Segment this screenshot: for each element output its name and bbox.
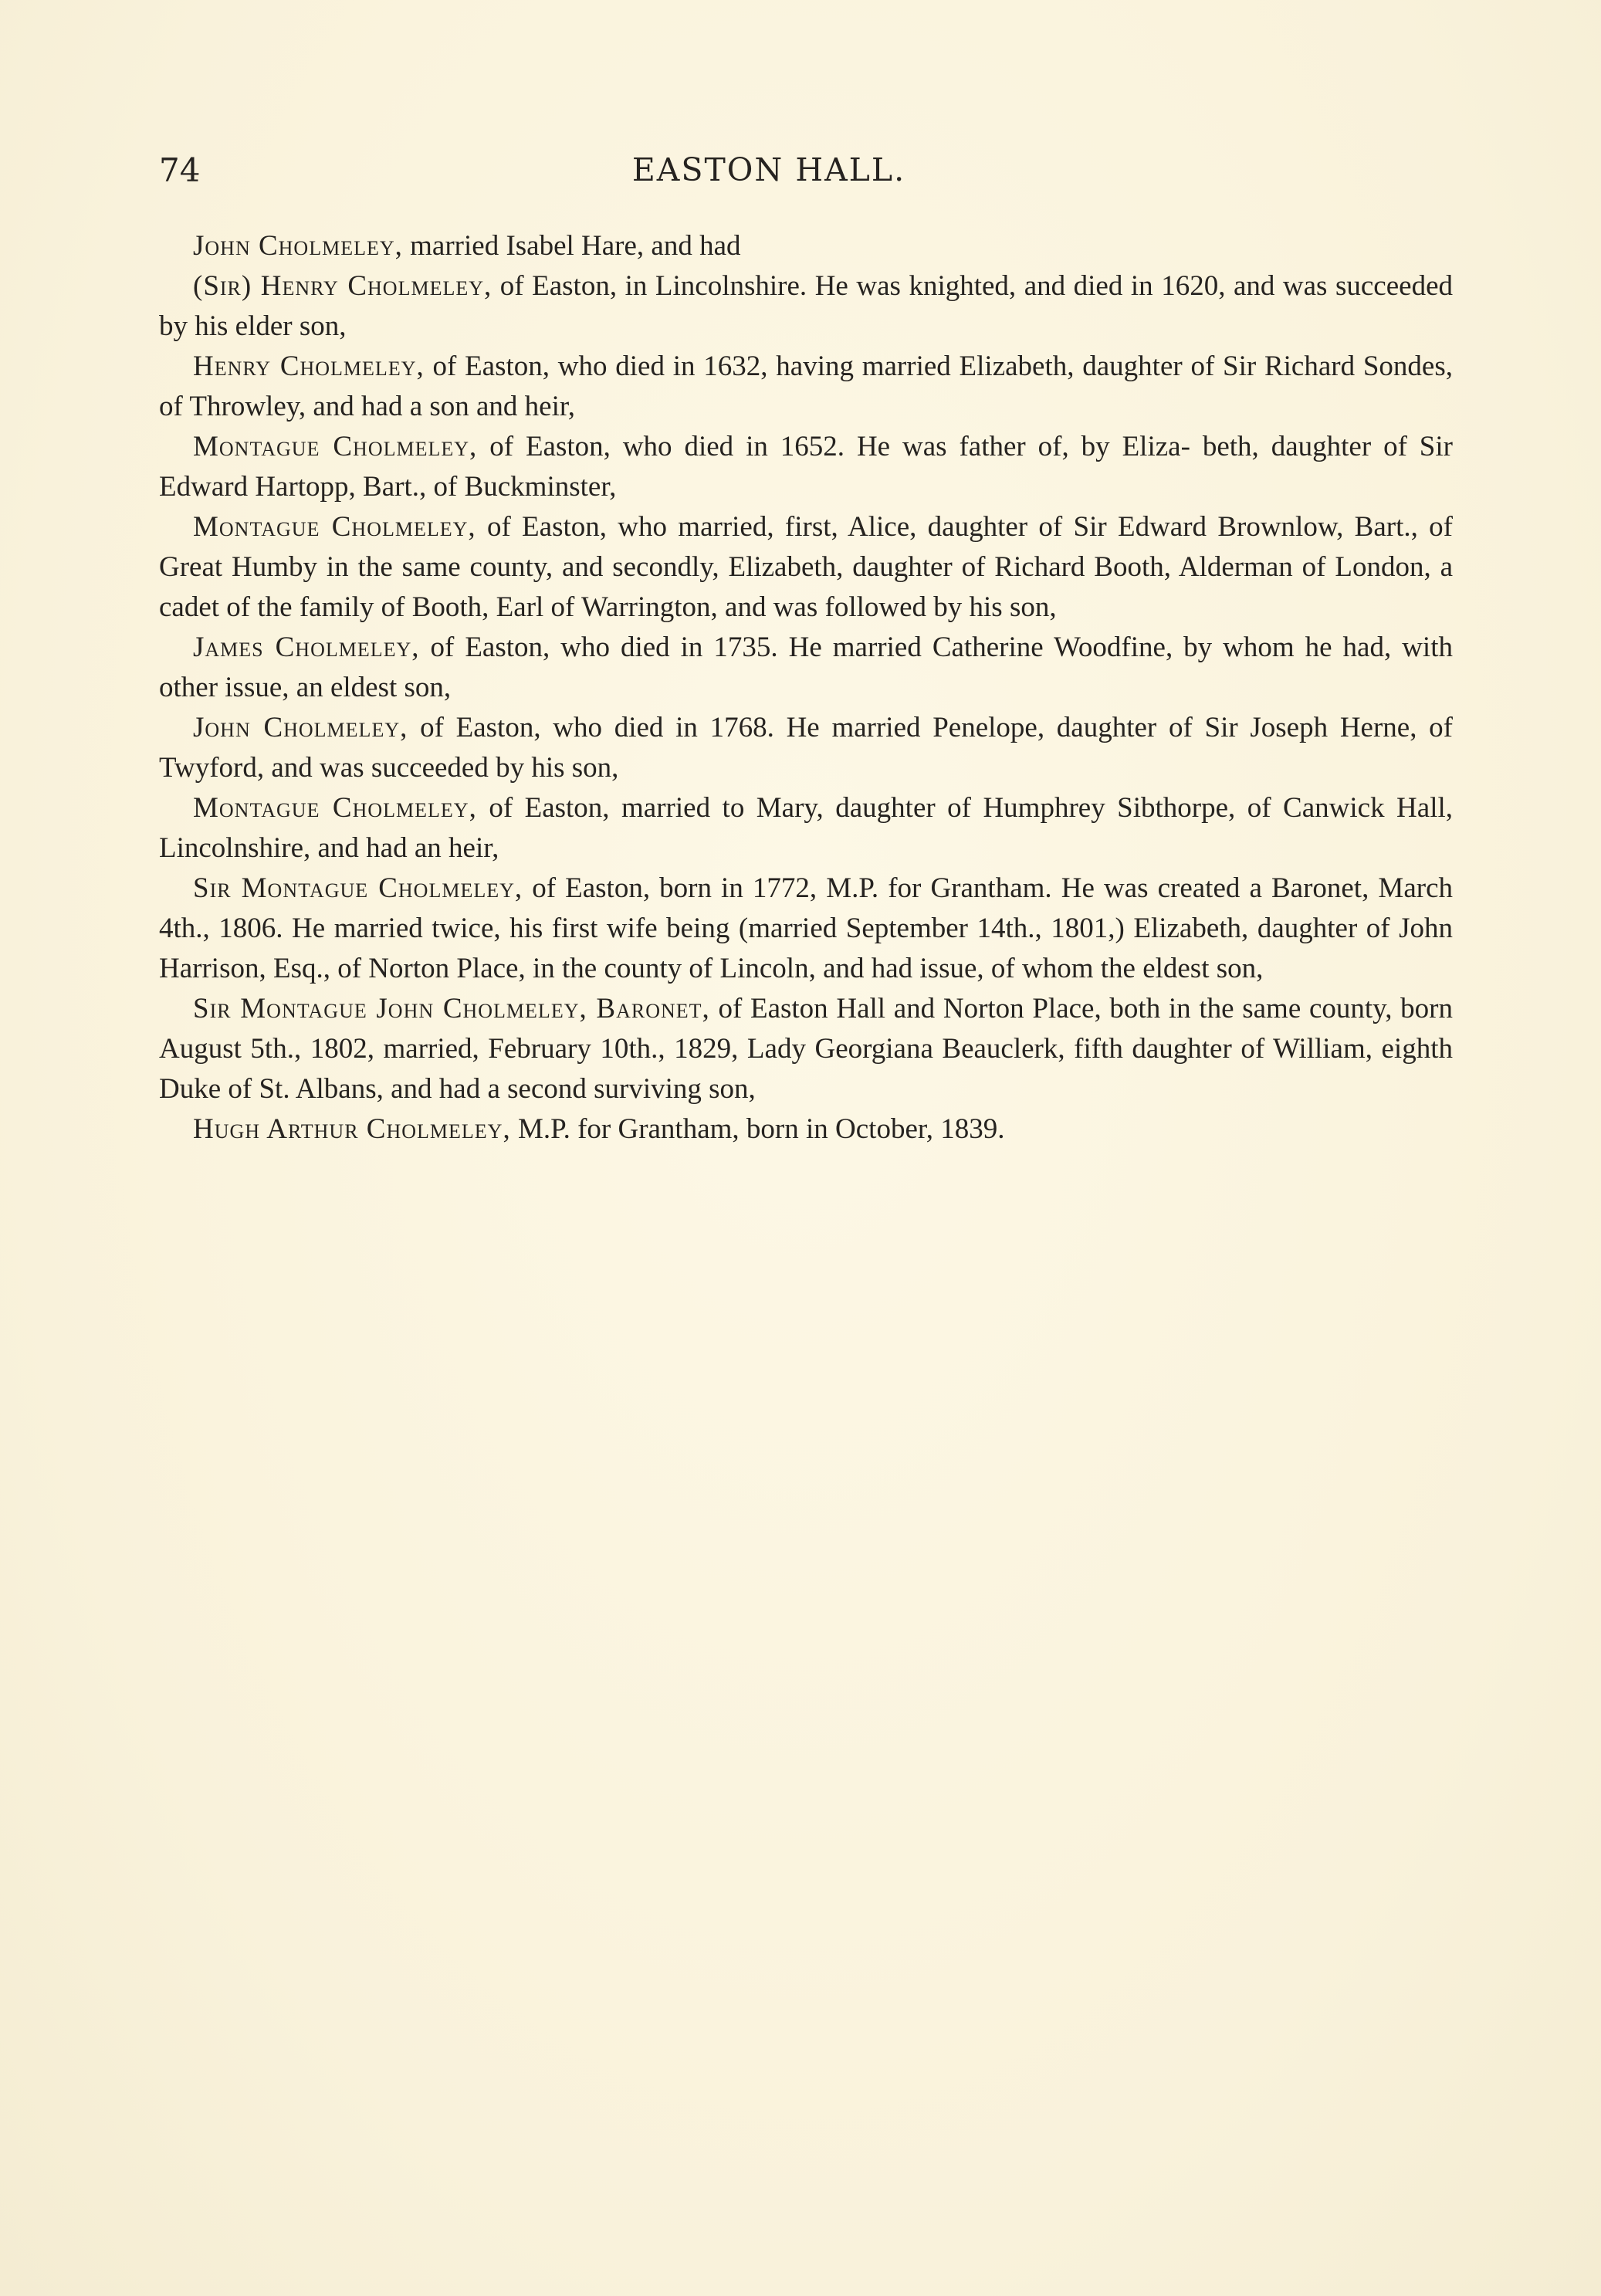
person-name: Sir Montague Cholmeley, bbox=[193, 872, 523, 904]
paragraph bbox=[159, 989, 1453, 1109]
running-title: EASTON HALL. bbox=[631, 151, 906, 188]
person-name: Hugh Arthur Cholmeley, bbox=[193, 1113, 511, 1145]
paragraph bbox=[159, 347, 1453, 427]
person-name: Montague Cholmeley, bbox=[193, 792, 477, 824]
paragraph bbox=[159, 1109, 1453, 1150]
page-header bbox=[159, 151, 1456, 198]
paragraph-text: M.P. for Grantham, born in October, 1839. bbox=[510, 1113, 1005, 1145]
page-number: 74 bbox=[159, 151, 201, 189]
paragraph bbox=[159, 628, 1453, 708]
person-name: (Sir) Henry Cholmeley, bbox=[193, 270, 492, 302]
paragraph bbox=[159, 226, 1453, 266]
body-text bbox=[159, 226, 1453, 1150]
person-name: Henry Cholmeley, bbox=[193, 350, 425, 382]
paragraph bbox=[159, 869, 1453, 989]
paragraph-text: of Easton, in Lincolnshire. He was knighted, and died in 1620, and was succeeded by his elder son, bbox=[159, 270, 1453, 342]
person-name: James Cholmeley, bbox=[193, 632, 420, 663]
person-name: Montague Cholmeley, bbox=[193, 511, 476, 543]
paragraph-text: of Easton, who married, first, Alice, daughter of Sir Edward Brownlow, Bart., of Great Humby in the same county, and secondly, Elizabeth, daughter of Richard Booth, Alderman of London, a cadet of the family of Booth, Earl of Warrington, and was followed by his son, bbox=[159, 511, 1453, 623]
paragraph-text: of Easton Hall and Norton Place, both in the same county, born August 5th., 1802, married, February 10th., 1829, Lady Georgiana Beauclerk, fifth daughter of William, eighth Duke of St. Albans, and had a second surviving son, bbox=[159, 993, 1453, 1105]
paragraph-text: of Easton, who died in 1735. He married Catherine Woodfine, by whom he had, with other issue, an eldest son, bbox=[159, 632, 1453, 703]
paragraph bbox=[159, 266, 1453, 347]
paragraph-text: of Easton, who died in 1768. He married Penelope, daughter of Sir Joseph Herne, of Twyford, and was succeeded by his son, bbox=[159, 712, 1453, 784]
paragraph bbox=[159, 788, 1453, 869]
paragraph bbox=[159, 507, 1453, 628]
paragraph-text: married Isabel Hare, and had bbox=[402, 230, 741, 262]
paragraph-text: of Easton, who died in 1652. He was father of, by Eliza- beth, daughter of Sir Edward Hartopp, Bart., of Buckminster, bbox=[159, 431, 1453, 503]
paragraph-text: of Easton, who died in 1632, having married Elizabeth, daughter of Sir Richard Sondes, of Throwley, and had a son and heir, bbox=[159, 350, 1454, 422]
person-name: John Cholmeley, bbox=[193, 230, 403, 262]
person-name: Sir Montague John Cholmeley, Baronet, bbox=[193, 993, 710, 1024]
paragraph bbox=[159, 708, 1453, 788]
paragraph-text: of Easton, born in 1772, M.P. for Grantham. He was created a Baronet, March 4th., 1806. He married twice, his first wife being (married September 14th., 1801,) Elizabeth, daughter of John Harrison, Esq., of Norton Place, in the county of Lincoln, and had issue, of whom the eldest son, bbox=[159, 872, 1453, 984]
paragraph-text: of Easton, married to Mary, daughter of Humphrey Sibthorpe, of Canwick Hall, Lincolnshire, and had an heir, bbox=[159, 792, 1453, 864]
person-name: Montague Cholmeley, bbox=[193, 431, 478, 462]
paragraph bbox=[159, 427, 1453, 507]
person-name: John Cholmeley, bbox=[193, 712, 408, 743]
